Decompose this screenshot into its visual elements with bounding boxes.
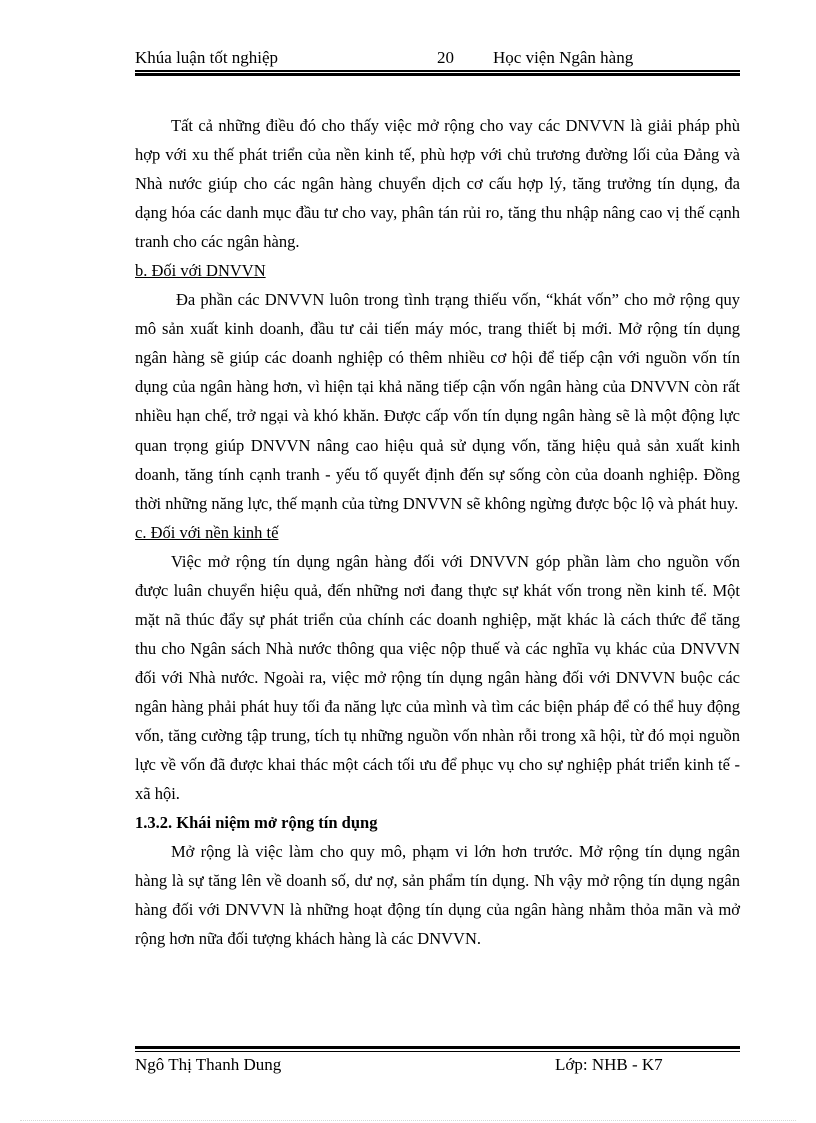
section-heading-credit-expansion: 1.3.2. Khái niệm mở rộng tín dụng — [135, 813, 378, 833]
page-header — [135, 48, 740, 70]
paragraph-for-smes: Đa phần các DNVVN luôn trong tình trạng thiếu vốn, “khát vốn” cho mở rộng quy mô sản xuất kinh doanh, đầu tư cải tiến máy móc, trang thiết bị mới. Mở rộng tín dụng ngân hàng sẽ giúp các doanh nghiệp có thêm nhiều cơ hội để tiếp cận với nguồn vốn tín dụng của ngân hàng hơn, vì hiện tại khả năng tiếp cận vốn ngân hàng của DNVVN còn rất nhiều hạn chế, trở ngại và khó khăn. Được cấp vốn tín dụng ngân hàng sẽ là một động lực quan trọng giúp DNVVN nâng cao hiệu quả sử dụng vốn, tăng hiệu quả sản xuất kinh doanh, tăng tính cạnh tranh - yếu tố quyết định đến sự sống còn của doanh nghiệp. Đồng thời những năng lực, thế mạnh của từng DNVVN sẽ không ngừng được bộc lộ và phát huy. — [135, 290, 740, 513]
header-rule-thin — [135, 70, 740, 72]
header-thesis-title: Khúa luận tốt nghiệp — [135, 48, 279, 67]
page-footer — [135, 1055, 740, 1077]
page-body — [135, 111, 740, 953]
paragraph-conclusion: Tất cả những điều đó cho thấy việc mở rộng cho vay các DNVVN là giải pháp phù hợp với xu thế phát triển của nền kinh tế, phù hợp với chủ trương đường lối của Đảng và Nhà nước giúp cho các ngân hàng chuyển dịch cơ cấu hợp lý, tăng trưởng tín dụng, đa dạng hóa các danh mục đầu tư cho vay, phân tán rủi ro, tăng thu nhập nâng cao vị thế cạnh tranh cho các ngân hàng. — [135, 116, 740, 252]
subheading-for-smes: b. Đối với DNVVN — [135, 261, 266, 281]
header-institution: Học viện Ngân hàng — [493, 48, 634, 67]
footer-class: Lớp: NHB - K7 — [555, 1055, 663, 1074]
header-rule-thick — [135, 73, 740, 76]
page-edge-dotted-line — [20, 1120, 796, 1121]
header-page-number: 20 — [437, 48, 454, 67]
paragraph-for-economy: Việc mở rộng tín dụng ngân hàng đối với DNVVN góp phần làm cho nguồn vốn được luân chuyển hiệu quả, đến những nơi đang thực sự khát vốn trong nền kinh tế. Một mặt nã thúc đẩy sự phát triển của chính các doanh nghiệp, mặt khác là cách thức để tăng thu cho Ngân sách Nhà nước thông qua việc nộp thuế và các nghĩa vụ khác của DNVVN đối với Nhà nước. Ngoài ra, việc mở rộng tín dụng ngân hàng đối với DNVVN buộc các ngân hàng phải phát huy tối đa năng lực của mình và tìm các biện pháp để có thể huy động vốn, tăng cường tập trung, tích tụ những nguồn vốn nhàn rỗi trong xã hội, từ đó mọi nguồn lực về vốn đã được khai thác một cách tối ưu để phục vụ cho sự nghiệp phát triển kinh tế - xã hội. — [135, 551, 740, 804]
footer-author: Ngô Thị Thanh Dung — [135, 1055, 282, 1074]
paragraph-credit-expansion: Mở rộng là việc làm cho quy mô, phạm vi lớn hơn trước. Mở rộng tín dụng ngân hàng là sự tăng lên về doanh số, dư nợ, sản phẩm tín dụng. Nh vậy mở rộng tín dụng ngân hàng đối với DNVVN là những hoạt động tín dụng của ngân hàng nhằm thỏa mãn và mở rộng hơn nữa đối tượng khách hàng là các DNVVN. — [135, 842, 740, 949]
footer-rule-thin — [135, 1051, 740, 1052]
subheading-for-economy: c. Đối với nền kinh tế — [135, 522, 279, 542]
footer-rule-thick — [135, 1046, 740, 1049]
